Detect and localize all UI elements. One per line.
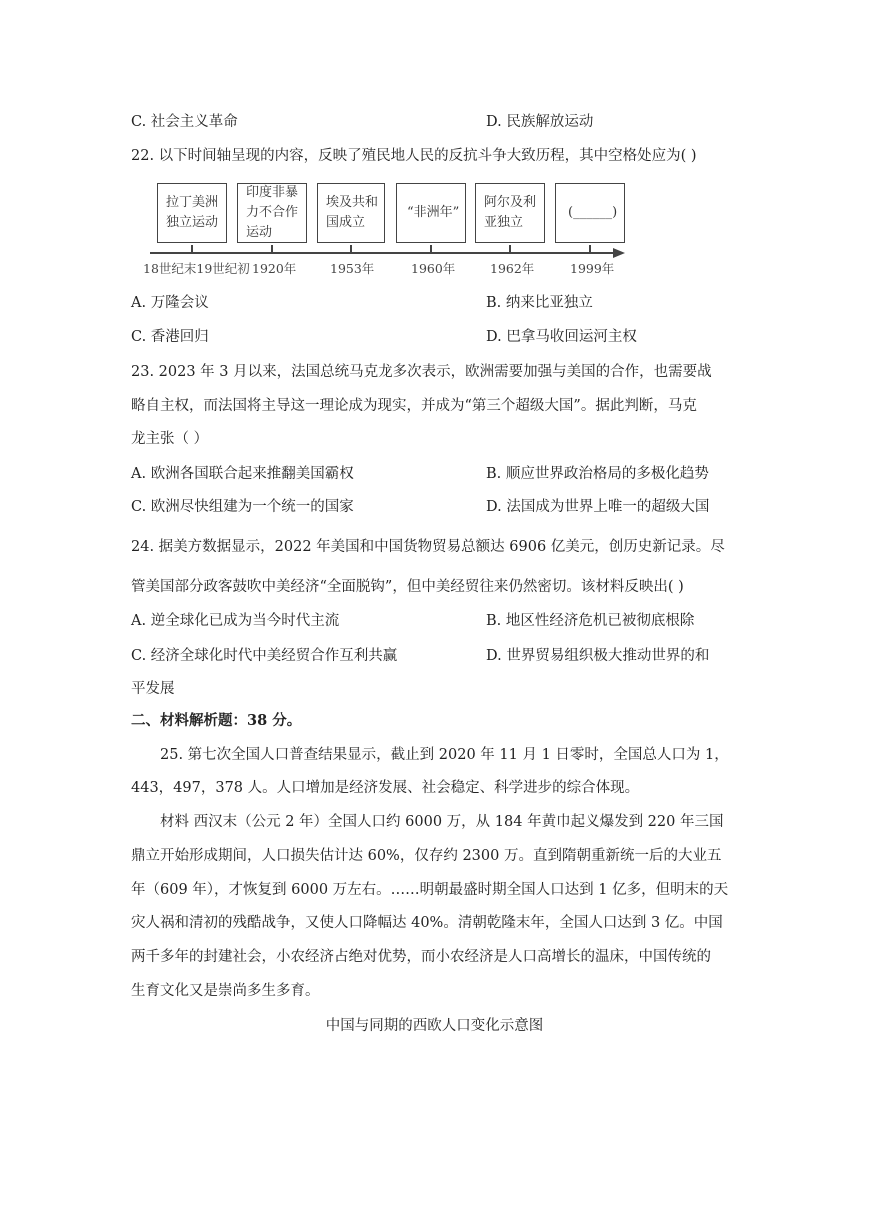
timeline-box-text: 埃及共和 bbox=[326, 195, 379, 210]
q23-option-c: C. 欧洲尽快组建为一个统一的国家 bbox=[131, 499, 354, 515]
timeline-year: 1920年 bbox=[252, 261, 297, 276]
q22-option-a: A. 万隆会议 bbox=[131, 295, 209, 311]
figure-caption: 中国与同期的西欧人口变化示意图 bbox=[325, 1018, 544, 1034]
timeline-year: 1962年 bbox=[490, 261, 535, 276]
timeline-year: 18世纪末19世纪初 bbox=[143, 261, 250, 276]
timeline-box-1 bbox=[157, 183, 227, 243]
q23-option-a: A. 欧洲各国联合起来推翻美国霸权 bbox=[131, 466, 354, 482]
timeline-tick bbox=[350, 245, 352, 253]
q25-material-line5: 两千多年的封建社会，小农经济占绝对优势，而小农经济是人口高增长的温床，中国传统的 bbox=[131, 949, 711, 965]
q25-material-line1: 材料 西汉末（公元 2 年）全国人口约 6000 万，从 184 年黄巾起义爆发到 220 年三国 bbox=[160, 814, 724, 830]
q24-option-c: C. 经济全球化时代中美经贸合作互利共赢 bbox=[131, 648, 398, 664]
section-heading: 二、材料解析题：38 分。 bbox=[131, 712, 302, 729]
q24-stem-line2: 管美国部分政客鼓吹中美经济“全面脱钩”，但中美经贸往来仍然密切。该材料反映出( ) bbox=[131, 579, 684, 595]
timeline-box-text: 运动 bbox=[246, 225, 273, 240]
timeline-box-text: “非洲年” bbox=[407, 205, 460, 220]
q22-stem: 22. 以下时间轴呈现的内容，反映了殖民地人民的反抗斗争大致历程，其中空格处应为( ) bbox=[131, 148, 697, 164]
q25-material-line6: 生育文化又是崇尚多生多育。 bbox=[131, 983, 320, 999]
q21-option-d: D. 民族解放运动 bbox=[486, 114, 594, 130]
timeline-box-6-blank bbox=[555, 183, 625, 243]
q23-option-d: D. 法国成为世界上唯一的超级大国 bbox=[486, 499, 710, 515]
q24-option-b: B. 地区性经济危机已被彻底根除 bbox=[486, 613, 695, 629]
timeline-box-text: 独立运动 bbox=[166, 215, 219, 230]
q25-material-line3: 年（609 年），才恢复到 6000 万左右。……明朝最盛时期全国人口达到 1 亿多，但明末的天 bbox=[131, 882, 729, 898]
q21-option-c: C. 社会主义革命 bbox=[131, 114, 238, 130]
timeline-box-text: 拉丁美洲 bbox=[166, 195, 219, 210]
timeline-tick bbox=[271, 245, 273, 253]
q25-material-line2: 鼎立开始形成期间，人口损失估计达 60%，仅存约 2300 万。直到隋朝重新统一后的大业五 bbox=[131, 848, 722, 864]
timeline-box-5 bbox=[475, 183, 545, 243]
timeline-box-text: 力不合作 bbox=[246, 205, 299, 220]
q24-stem-line1: 24. 据美方数据显示，2022 年美国和中国货物贸易总额达 6906 亿美元，创历史新记录。尽 bbox=[131, 539, 725, 555]
timeline-box-text: 国成立 bbox=[326, 215, 366, 230]
timeline-tick bbox=[589, 245, 591, 253]
q22-option-d: D. 巴拿马收回运河主权 bbox=[486, 329, 637, 345]
timeline-box-text: 亚独立 bbox=[484, 215, 524, 230]
q25-stem-line2: 443，497，378 人。人口增加是经济发展、社会稳定、科学进步的综合体现。 bbox=[131, 780, 640, 796]
timeline-axis bbox=[150, 252, 615, 254]
q22-option-c: C. 香港回归 bbox=[131, 329, 209, 345]
q23-option-b: B. 顺应世界政治格局的多极化趋势 bbox=[486, 466, 709, 482]
q25-stem-line1: 25. 第七次全国人口普查结果显示，截止到 2020 年 11 月 1 日零时，全国总人口为 1， bbox=[160, 747, 729, 763]
timeline-box-text: (______) bbox=[568, 205, 618, 220]
timeline-year: 1953年 bbox=[330, 261, 375, 276]
timeline-tick bbox=[430, 245, 432, 253]
q24-option-d: D. 世界贸易组织极大推动世界的和 bbox=[486, 648, 710, 664]
q23-stem-line2: 略自主权，而法国将主导这一理论成为现实，并成为“第三个超级大国”。据此判断，马克 bbox=[131, 398, 697, 414]
timeline-box-text: 印度非暴 bbox=[246, 185, 299, 200]
timeline-arrow-icon bbox=[613, 248, 625, 258]
q22-option-b: B. 纳来比亚独立 bbox=[486, 295, 593, 311]
q24-option-a: A. 逆全球化已成为当今时代主流 bbox=[131, 613, 340, 629]
timeline-box-text: 阿尔及利 bbox=[484, 195, 537, 210]
timeline-tick bbox=[509, 245, 511, 253]
timeline-year: 1960年 bbox=[411, 261, 456, 276]
timeline-box-3 bbox=[317, 183, 385, 243]
q25-material-line4: 灾人祸和清初的残酷战争，又使人口降幅达 40%。清朝乾隆末年，全国人口达到 3 亿。中国 bbox=[131, 915, 723, 931]
timeline-year: 1999年 bbox=[570, 261, 615, 276]
q24-option-d-continued: 平发展 bbox=[131, 681, 175, 697]
q23-stem-line3: 龙主张（ ） bbox=[131, 431, 209, 447]
q23-stem-line1: 23. 2023 年 3 月以来，法国总统马克龙多次表示，欧洲需要加强与美国的合作，也需要战 bbox=[131, 364, 712, 380]
timeline-box-4 bbox=[396, 183, 466, 243]
timeline-tick bbox=[191, 245, 193, 253]
timeline-box-2 bbox=[237, 183, 307, 243]
